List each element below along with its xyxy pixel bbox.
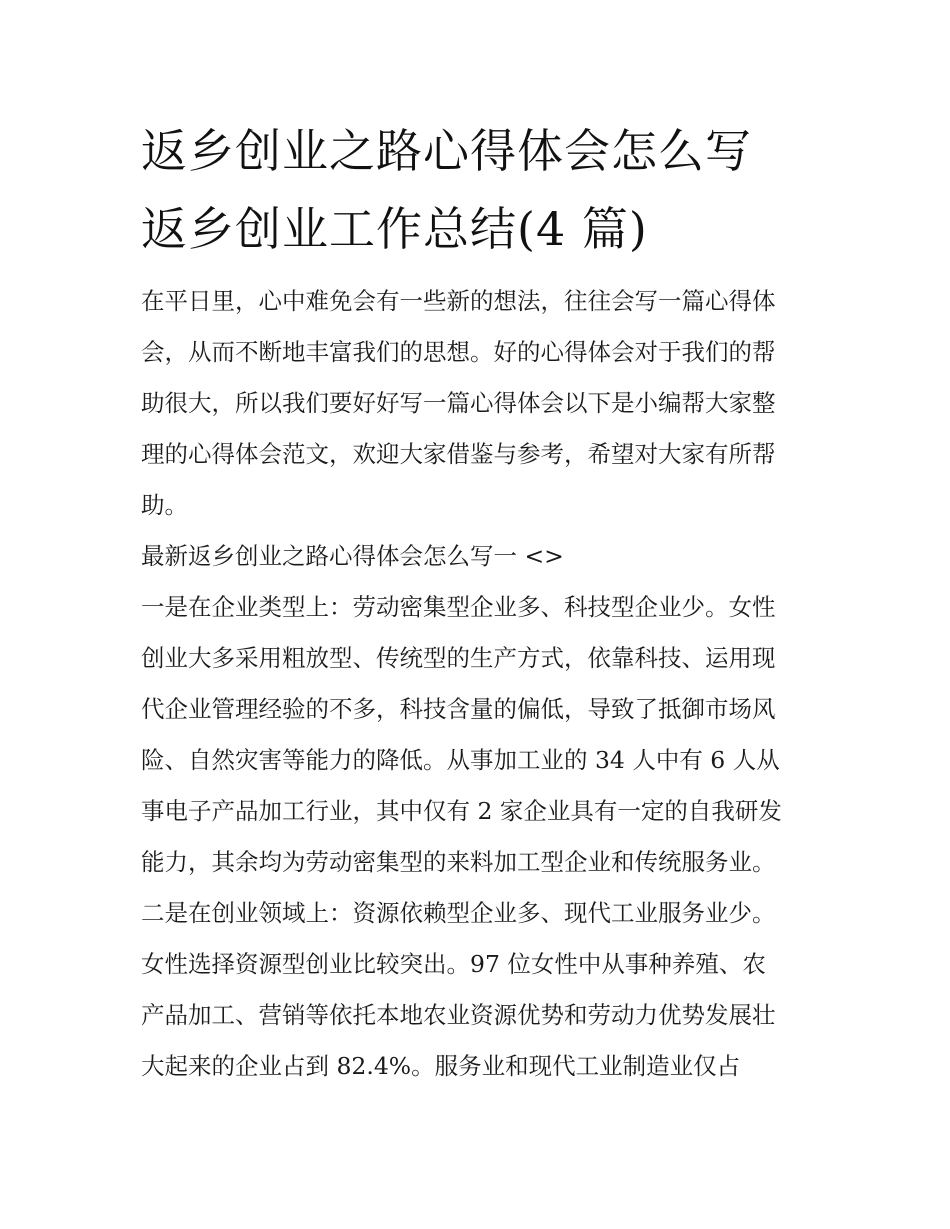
section-line-1: 一是在企业类型上：劳动密集型企业多、科技型企业少。女性: [141, 593, 776, 621]
intro-line-4: 理的心得体会范文，欢迎大家借鉴与参考，希望对大家有所帮: [141, 440, 776, 468]
intro-line-5: 助。: [141, 491, 188, 519]
section-line-7: 二是在创业领域上：资源依赖型企业多、现代工业服务业少。: [141, 899, 776, 927]
section-line-3: 代企业管理经验的不多，科技含量的偏低，导致了抵御市场风: [141, 695, 776, 723]
intro-line-1: 在平日里，心中难免会有一些新的想法，往往会写一篇心得体: [141, 287, 776, 315]
section-line-9: 产品加工、营销等依托本地农业资源优势和劳动力优势发展壮: [141, 1001, 776, 1029]
section-line-10: 大起来的企业占到 82.4%。服务业和现代工业制造业仅占: [141, 1052, 741, 1080]
title-line-2: 返乡创业工作总结(4 篇): [141, 202, 648, 256]
section-line-5: 事电子产品加工行业，其中仅有 2 家企业具有一定的自我研发: [141, 797, 782, 825]
section-line-8: 女性选择资源型创业比较突出。97 位女性中从事种养殖、农: [141, 950, 766, 978]
section-line-4: 险、自然灾害等能力的降低。从事加工业的 34 人中有 6 人从: [141, 746, 780, 774]
section-line-6: 能力，其余均为劳动密集型的来料加工型企业和传统服务业。: [141, 848, 776, 876]
section-line-2: 创业大多采用粗放型、传统型的生产方式，依靠科技、运用现: [141, 644, 776, 672]
document-title: [141, 112, 821, 268]
title-line-1: 返乡创业之路心得体会怎么写: [141, 124, 752, 178]
document-body: [141, 276, 813, 1092]
section-heading: 最新返乡创业之路心得体会怎么写一 <>: [141, 542, 564, 570]
intro-line-2: 会，从而不断地丰富我们的思想。好的心得体会对于我们的帮: [141, 338, 776, 366]
intro-line-3: 助很大，所以我们要好好写一篇心得体会以下是小编帮大家整: [141, 389, 776, 417]
